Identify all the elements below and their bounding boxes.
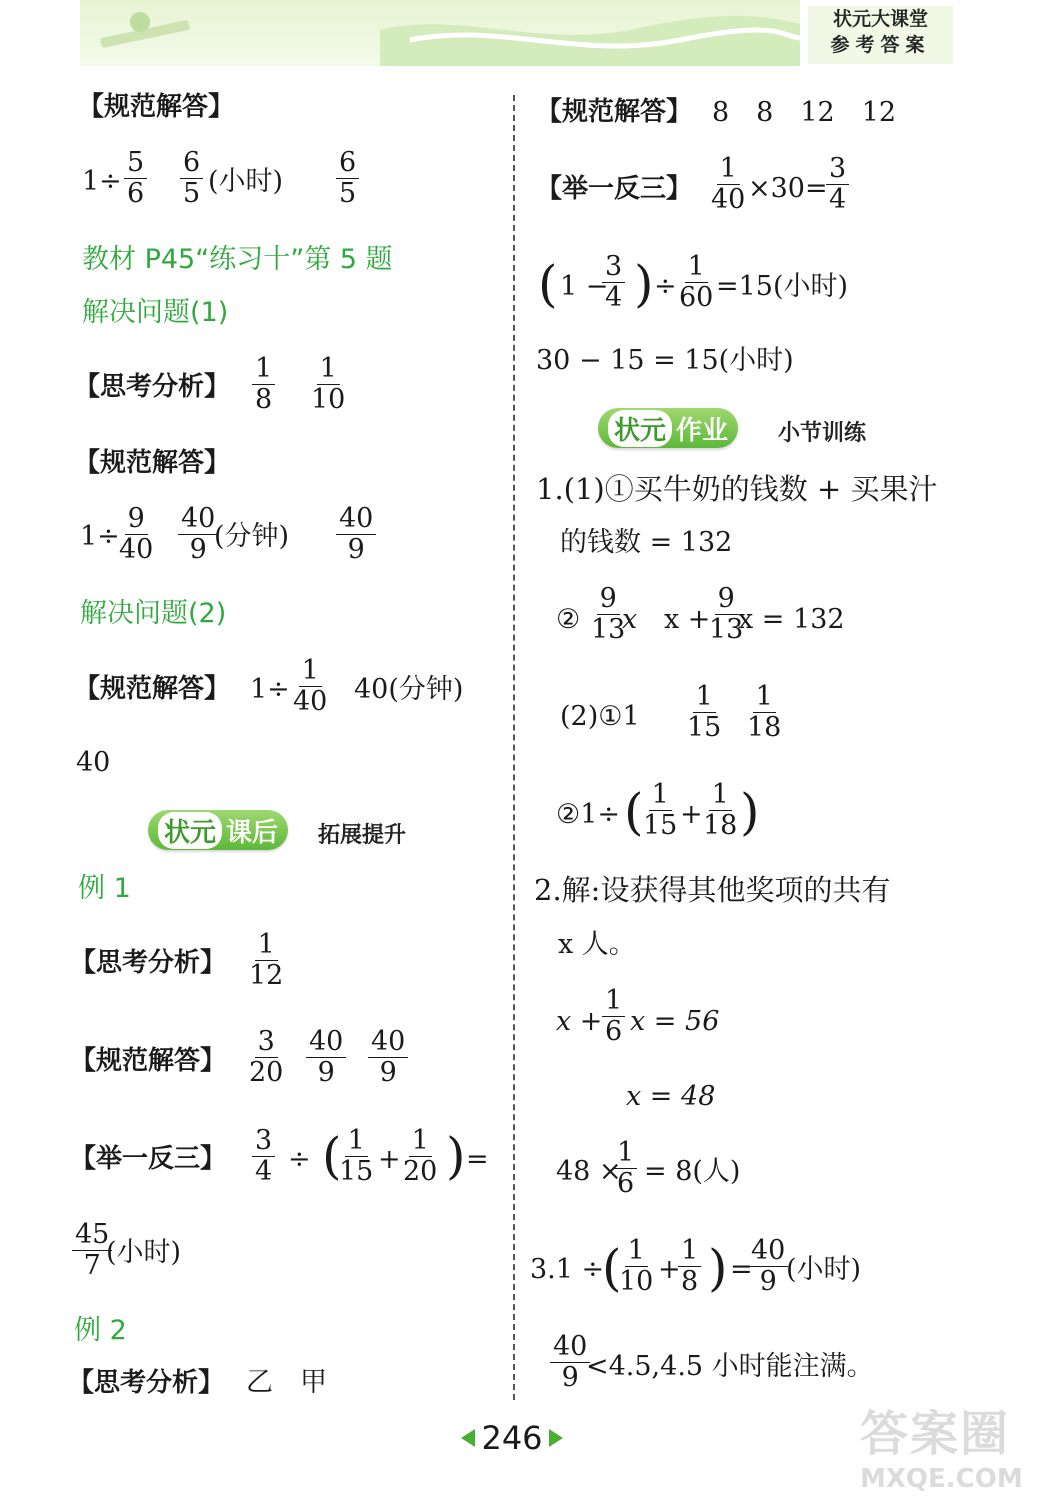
expr-text: 1÷	[80, 521, 120, 552]
expr-text: x = 56	[630, 1006, 720, 1037]
operator: ÷	[288, 1144, 311, 1175]
left-paren: (	[624, 783, 644, 841]
triangle-right-icon	[549, 1429, 563, 1447]
expr-text: 30 − 15 = 15(小时)	[536, 345, 794, 376]
question-2-line2: x 人。	[558, 929, 636, 960]
expr-text: 40	[76, 747, 111, 778]
fraction: $\frac{1}{10}$	[619, 1235, 654, 1297]
header-banner	[80, 0, 800, 66]
header-title-line2: 参考答案	[830, 34, 931, 56]
expr-text: x = 48	[626, 1081, 716, 1112]
fraction: $\frac{1}{8}$	[678, 1236, 701, 1297]
page-number: 246	[452, 1418, 572, 1458]
unit-text: (小时)	[208, 166, 284, 197]
subheading-problem-2: 解决问题(2)	[80, 598, 227, 629]
left-paren: (	[322, 1127, 342, 1185]
operator: +	[680, 799, 703, 830]
fraction: $\frac{1}{20}$	[403, 1125, 438, 1187]
triangle-left-icon	[461, 1429, 475, 1447]
textbook-reference: 教材 P45“练习十”第 5 题	[82, 244, 393, 275]
right-paren: )	[740, 783, 760, 841]
fraction: $\frac{9}{13}$	[709, 583, 744, 645]
variable-x: x	[622, 604, 638, 635]
fraction: $\frac{3}{4}$	[602, 252, 625, 313]
left-paren: (	[602, 1239, 622, 1297]
fraction: $\frac{9}{40}$	[119, 503, 154, 565]
question-2-line1: 2.解:设获得其他奖项的共有	[534, 873, 891, 907]
fraction: $\frac{1}{15}$	[339, 1125, 374, 1187]
right-paren: )	[634, 255, 654, 313]
pencil-illustration-icon	[100, 12, 190, 48]
fraction: $\frac{40}{9}$	[306, 1027, 346, 1088]
watermark-logo: 答案圈 MXQE.COM	[860, 1406, 1023, 1494]
fraction: $\frac{1}{15}$	[687, 681, 722, 743]
fraction: $\frac{40}{9}$	[748, 1236, 788, 1297]
fraction: $\frac{45}{7}$	[72, 1220, 112, 1281]
operator: =	[730, 1254, 753, 1285]
operator: =	[466, 1144, 489, 1175]
header-title-line1: 状元大课堂	[832, 8, 928, 30]
banner-decoration	[80, 0, 800, 66]
expr-text: 1÷	[250, 674, 290, 705]
fraction: $\frac{5}{6}$	[124, 148, 147, 209]
section-badge-after-class: 状元 课后	[148, 810, 288, 850]
operator: ÷	[654, 271, 677, 302]
fraction: $\frac{1}{12}$	[249, 929, 284, 991]
fraction: $\frac{40}{9}$	[178, 504, 218, 565]
fraction: $\frac{1}{18}$	[703, 779, 738, 841]
question-1-line1: 1.(1)①买牛奶的钱数 + 买果汁	[536, 472, 938, 506]
fraction: $\frac{1}{10}$	[311, 353, 346, 415]
heading-standard-answer: 【规范解答】	[74, 448, 231, 478]
expr-text: 1÷	[82, 166, 122, 197]
example-1-label: 例 1	[78, 873, 131, 904]
fraction: $\frac{1}{18}$	[747, 681, 782, 743]
fraction: $\frac{6}{5}$	[336, 148, 359, 209]
fraction: $\frac{3}{4}$	[826, 154, 849, 215]
heading-standard-answer: 【规范解答】	[536, 97, 693, 127]
fraction: $\frac{1}{40}$	[293, 655, 328, 717]
answer-text: 乙 甲	[246, 1367, 327, 1398]
heading-analysis: 【思考分析】	[68, 1368, 225, 1398]
heading-standard-answer: 【规范解答】	[78, 92, 235, 122]
heading-draw-inferences: 【举一反三】	[536, 174, 693, 204]
fraction: $\frac{1}{6}$	[614, 1138, 637, 1199]
fraction: $\frac{9}{13}$	[591, 583, 626, 645]
expr-text: ×30=	[748, 173, 828, 204]
section-title: 拓展提升	[318, 823, 407, 848]
expr-text: x = 132	[738, 604, 845, 635]
unit-text: (小时)	[106, 1237, 182, 1268]
unit-text: (小时)	[786, 1254, 862, 1285]
heading-analysis: 【思考分析】	[70, 948, 227, 978]
answer-values: 8 8 12 12	[712, 97, 897, 128]
fraction: $\frac{1}{6}$	[602, 986, 625, 1047]
expr-text: =15(小时)	[716, 271, 849, 302]
expr-text: x +	[556, 1006, 603, 1037]
example-2-label: 例 2	[74, 1315, 127, 1346]
subheading-problem-1: 解决问题(1)	[82, 297, 229, 328]
fraction: $\frac{6}{5}$	[180, 148, 203, 209]
right-paren: )	[446, 1127, 466, 1185]
heading-draw-inferences: 【举一反三】	[70, 1144, 227, 1174]
fraction: $\frac{40}{9}$	[336, 504, 376, 565]
heading-standard-answer: 【规范解答】	[74, 674, 231, 704]
column-divider	[513, 95, 515, 1400]
header-title	[808, 6, 953, 64]
left-paren: (	[538, 255, 558, 313]
fraction: $\frac{40}{9}$	[550, 1332, 590, 1393]
section-badge-homework: 状元 作业	[598, 408, 738, 448]
section-title: 小节训练	[778, 421, 867, 446]
right-paren: )	[708, 1239, 728, 1297]
fraction: $\frac{1}{40}$	[711, 153, 746, 215]
circled-2: ②	[556, 604, 581, 635]
conclusion-text: <4.5,4.5 小时能注满。	[586, 1351, 874, 1382]
unit-text: (分钟)	[214, 521, 290, 552]
heading-analysis: 【思考分析】	[74, 372, 231, 402]
expr-text: 1 −	[560, 271, 609, 302]
question-1-line2: 的钱数 = 132	[560, 527, 733, 558]
fraction: $\frac{40}{9}$	[368, 1027, 408, 1088]
expr-text: 40(分钟)	[354, 674, 464, 705]
operator: +	[378, 1144, 401, 1175]
fraction: $\frac{3}{4}$	[252, 1126, 275, 1187]
expr-text: = 8(人)	[644, 1156, 741, 1187]
fraction: $\frac{1}{8}$	[252, 354, 275, 415]
operator: +	[658, 1254, 681, 1285]
question-3: 3.1 ÷	[530, 1254, 605, 1285]
heading-standard-answer: 【规范解答】	[70, 1046, 227, 1076]
fraction: $\frac{3}{20}$	[249, 1026, 284, 1088]
expr-text: x +	[664, 604, 711, 635]
fraction: $\frac{1}{60}$	[679, 251, 714, 313]
expr-text: ②1÷	[556, 799, 621, 830]
fraction: $\frac{1}{15}$	[643, 779, 678, 841]
expr-text: 48 ×	[556, 1156, 622, 1187]
expr-text: (2)①1	[560, 701, 640, 732]
